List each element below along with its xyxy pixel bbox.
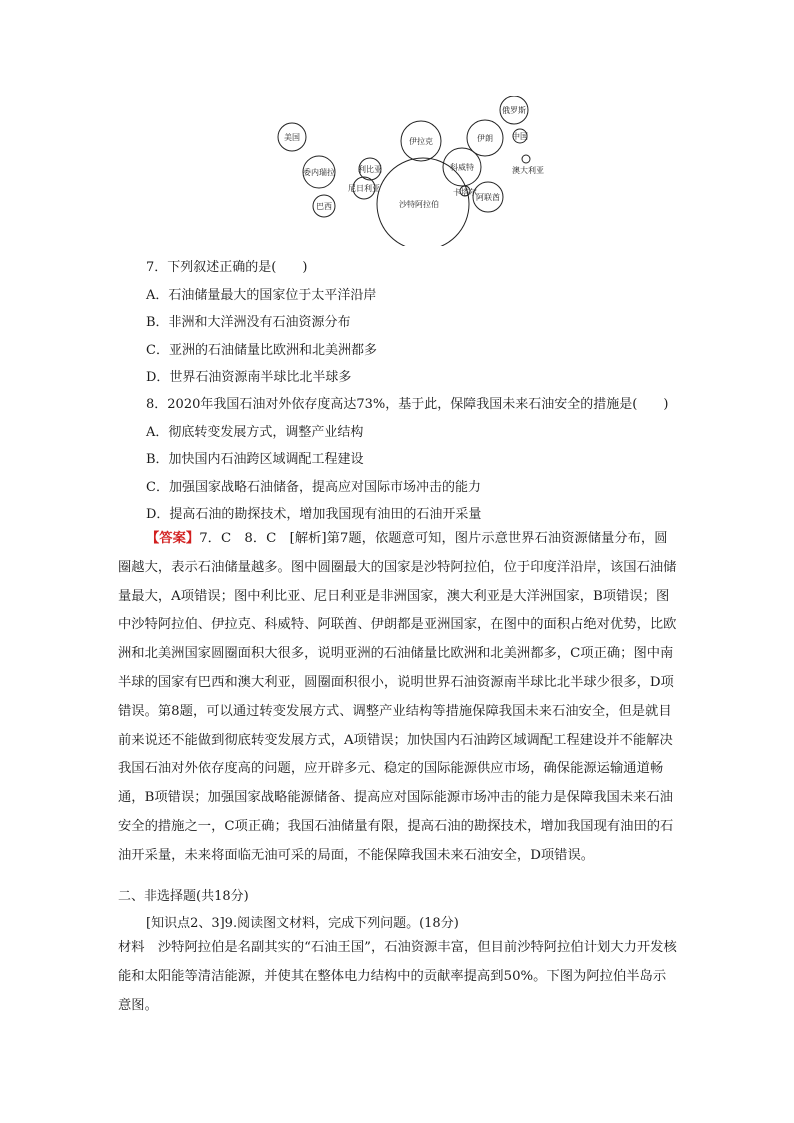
answer-tag: 【答案】 [146, 531, 200, 546]
answer-text: 7．C 8．C [解析]第7题，依题意可知，图片示意世界石油资源储量分布，圆圈越大，表示石油储量越多。图中圆圈最大的国家是沙特阿拉伯，位于印度洋沿岸，该国石油储量最大，A项错误；图中利比亚、尼日利亚是非洲国家，澳大利亚是大洋洲国家，B项错误；图中沙特阿拉伯、伊拉克、科威特、阿联酋、伊朗都是亚洲国家，在图中的面积占绝对优势，比欧洲和北美洲国家圆圈面积大很多，说明亚洲的石油储量比欧洲和北美洲都多，C项正确；图中南半球的国家有巴西和澳大利亚，圆圈面积很小，说明世界石油资源南半球比北半球少很多，D项错误。第8题，可以通过转变发展方式、调整产业结构等措施保障我国未来石油安全，但是就目前来说还不能做到彻底转变发展方式，A项错误；加快国内石油跨区域调配工程建设并不能解决我国石油对外依存度高的问题，应开辟多元、稳定的国际能源供应市场，确保能源运输通道畅通，B项错误；加强国家战略能源储备、提高应对国际能源市场冲击的能力是保障我国未来石油安全的措施之一，C项正确；我国石油储量有限，提高石油的勘探技术，增加我国现有油田的石油开采量，未来将面临无油可采的局面，不能保障我国未来石油安全，D项错误。 [118, 531, 677, 863]
question-8-option-d: D．提高石油的勘探技术，增加我国现有油田的石油开采量 [146, 507, 482, 522]
label-kuwait: 科威特 [450, 163, 474, 172]
label-russia: 俄罗斯 [502, 106, 526, 115]
question-8-option-a: A．彻底转变发展方式，调整产业结构 [146, 425, 364, 440]
answer-paragraph [118, 525, 678, 871]
question-7-option-c: C．亚洲的石油储量比欧洲和北美洲都多 [146, 343, 377, 358]
question-7-option-b: B．非洲和大洋洲没有石油资源分布 [146, 315, 351, 330]
label-china: 中国 [512, 132, 528, 141]
label-australia: 澳大利亚 [512, 166, 544, 175]
label-venezuela: 委内瑞拉 [303, 168, 335, 177]
question-7-option-a: A．石油储量最大的国家位于太平洋沿岸 [146, 288, 377, 303]
question-8-stem: 8．2020年我国石油对外依存度高达73%，基于此，保障我国未来石油安全的措施是( ) [146, 397, 669, 412]
bubble-chart-svg [270, 96, 560, 246]
label-usa: 美国 [284, 133, 300, 142]
label-saudi: 沙特阿拉伯 [399, 200, 439, 209]
question-7-stem: 7．下列叙述正确的是( ) [146, 260, 308, 275]
question-7-option-d: D．世界石油资源南半球比北半球多 [146, 370, 352, 385]
bubble-australia [522, 155, 530, 163]
oil-reserves-bubble-figure [270, 96, 560, 246]
material-paragraph: 材料 沙特阿拉伯是名副其实的“石油王国”，石油资源丰富，但目前沙特阿拉伯计划大力开发核能和太阳能等清洁能源，并使其在整体电力结构中的贡献率提高到50%。下图为阿拉伯半岛示意图。 [118, 940, 677, 1013]
question-9-intro: [知识点2、3]9.阅读图文材料，完成下列问题。(18分) [146, 916, 459, 931]
label-qatar: 卡塔尔 [453, 188, 477, 197]
label-brazil: 巴西 [316, 202, 332, 211]
label-uae: 阿联酋 [476, 193, 500, 202]
question-8-option-b: B．加快国内石油跨区域调配工程建设 [146, 452, 364, 467]
label-libya: 利比亚 [358, 165, 382, 174]
label-nigeria: 尼日利亚 [348, 184, 380, 193]
section-2-title: 二、非选择题(共18分) [118, 889, 249, 904]
label-iraq: 伊拉克 [409, 137, 433, 146]
question-8-option-c: C．加强国家战略石油储备，提高应对国际市场冲击的能力 [146, 480, 481, 495]
label-iran: 伊朗 [477, 134, 493, 143]
